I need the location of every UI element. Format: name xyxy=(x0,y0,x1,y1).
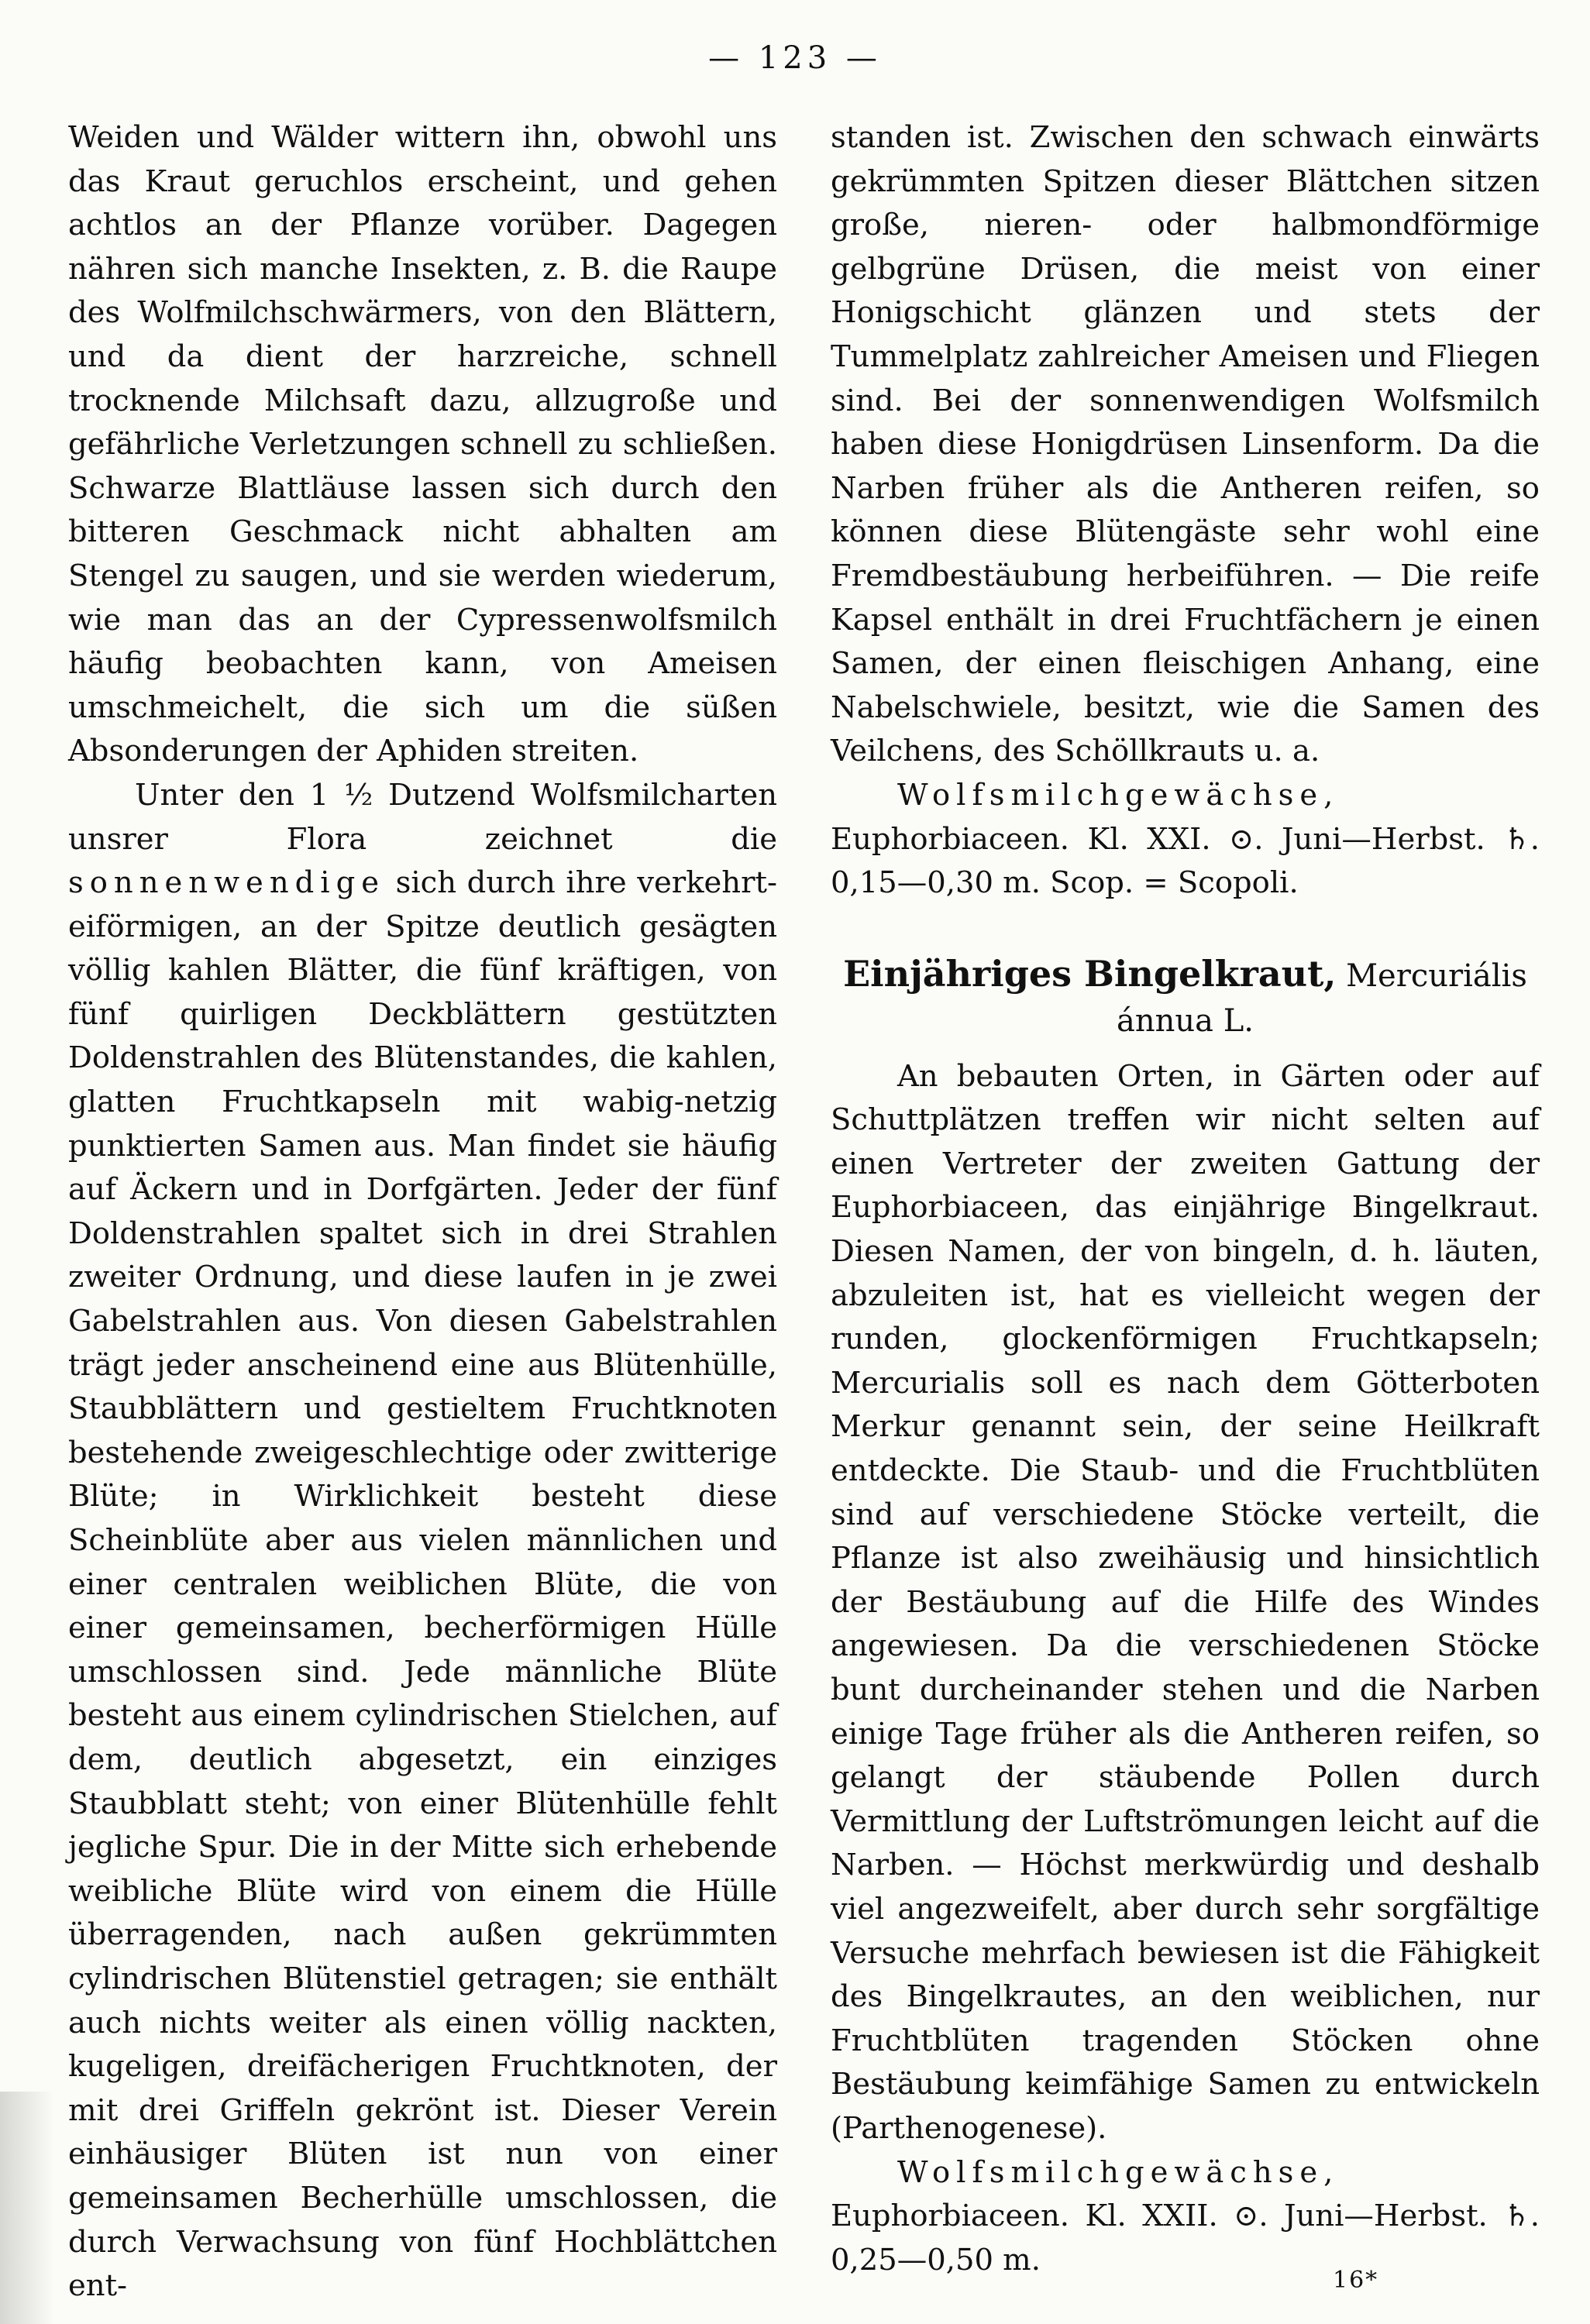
left-column xyxy=(68,116,777,2309)
family-note-1 xyxy=(831,774,1540,906)
spaced-term-sonnenwendige: sonnenwendige xyxy=(68,865,386,901)
scan-shadow xyxy=(0,2092,54,2324)
family-details-2: Euphorbiaceen. Kl. XXII. ⊙. Juni—Herbst. ♄. 0,25—0,50 m. xyxy=(831,2199,1540,2278)
right-paragraph-1: standen ist. Zwischen den schwach einwärts gekrümmten Spitzen dieser Blättchen sitzen große, nieren- oder halbmondförmige gelbgrüne Drüsen, die meist von einer Honigschicht glänzen und stets der Tummelplatz zahlreicher Ameisen und Fliegen sind. Bei der sonnenwendigen Wolfsmilch haben diese Honigdrüsen Linsenform. Da die Narben früher als die Antheren reifen, so können diese Blütengäste sehr wohl eine Fremdbestäubung herbeiführen. — Die reife Kapsel enthält in drei Fruchtfächern je einen Samen, der einen fleischigen Anhang, eine Nabelschwiele, besitzt, wie die Samen des Veilchens, des Schöllkrauts u. a. xyxy=(831,120,1540,769)
heading-latin: Mercuriális xyxy=(1336,957,1527,994)
signature-mark: 16* xyxy=(1333,2267,1379,2294)
heading-german: Einjähriges Bingelkraut, xyxy=(843,952,1337,995)
left-paragraph-1: Weiden und Wälder wittern ihn, obwohl uns das Kraut geruchlos erscheint, und gehen achtlos an der Pflanze vorüber. Dagegen nähren sich manche Insekten, z. B. die Raupe des Wolfmilchschwärmers, von den Blättern, und da dient der harzreiche, schnell trocknende Milchsaft dazu, allzugroße und gefährliche Verletzungen schnell zu schließen. Schwarze Blattläuse lassen sich durch den bitteren Geschmack nicht abhalten am Stengel zu saugen, und sie werden wiederum, wie man das an der Cypressenwolfsmilch häufig beobachten kann, von Ameisen umschmeichelt, die sich um die süßen Absonderungen der Aphiden streiten. xyxy=(68,120,777,769)
right-paragraph-2: An bebauten Orten, in Gärten oder auf Schuttplätzen treffen wir nicht selten auf einen Vertreter der zweiten Gattung der Euphorbiaceen, das einjährige Bingelkraut. Diesen Namen, der von bingeln, d. h. läuten, abzuleiten ist, hat es vielleicht wegen der runden, glockenförmigen Fruchtkapseln; Mercurialis soll es nach dem Götterboten Merkur genannt sein, der seine Heilkraft entdeckte. Die Staub- und die Fruchtblüten sind auf verschiedene Stöcke verteilt, die Pflanze ist also zweihäusig und hinsichtlich der Bestäubung auf die Hilfe des Windes angewiesen. Da die verschiedenen Stöcke bunt durcheinander stehen und die Narben einige Tage früher als die Antheren reifen, so gelangt der stäubende Pollen durch Vermittlung der Luftströmungen leicht auf die Narben. — Höchst merkwürdig und deshalb viel angezweifelt, aber durch sehr sorgfältige Versuche mehrfach bewiesen ist die Fähigkeit des Bingelkrautes, an den weiblichen, nur Fruchtblüten tragenden Stöcken ohne Bestäubung keimfähige Samen zu entwickeln (Parthenogenese). xyxy=(831,1058,1540,2146)
left-paragraph-2-rest: sich durch ihre verkehrt-eiförmigen, an der Spitze deutlich gesägten völlig kahlen Blätter, die fünf kräftigen, von fünf quirligen Deckblättern gestützten Doldenstrahlen des Blütenstandes, die kahlen, glatten Fruchtkapseln mit wabig-netzig punktierten Samen aus. Man findet sie häufig auf Äckern und in Dorfgärten. Jeder der fünf Doldenstrahlen spaltet sich in drei Strahlen zweiter Ordnung, und diese laufen in je zwei Gabelstrahlen aus. Von diesen Gabelstrahlen trägt jeder anscheinend eine aus Blütenhülle, Staubblättern und gestieltem Fruchtknoten bestehende zweigeschlechtige oder zwitterige Blüte; in Wirklichkeit besteht diese Scheinblüte aber aus vielen männlichen und einer centralen weiblichen Blüte, die von einer gemeinsamen, becherförmigen Hülle umschlossen sind. Jede männliche Blüte besteht aus einem cylindrischen Stielchen, auf dem, deutlich abgesetzt, ein einziges Staubblatt steht; von einer Blütenhülle fehlt jegliche Spur. Die in der Mitte sich erhebende weibliche Blüte wird von einem die Hülle überragenden, nach außen gekrümmten cylindrischen Blütenstiel getragen; sie enthält auch nichts weiter als einen völlig nackten, kugeligen, dreifächerigen Fruchtknoten, der mit drei Griffeln gekrönt ist. Dieser Verein einhäusiger Blüten ist nun von einer gemeinsamen Becherhülle umschlossen, die durch Verwachsung von fünf Hochblättchen ent- xyxy=(68,865,777,2304)
page-number: — 123 — xyxy=(708,40,882,76)
family-name-1: Wolfsmilchgewächse, xyxy=(897,777,1340,813)
heading-latin-line-2: ánnua L. xyxy=(1117,1002,1254,1039)
left-paragraph-2-start: Unter den 1 ½ Dutzend Wolfsmilcharten unsrer Flora zeichnet die xyxy=(68,777,777,857)
left-paragraph-2 xyxy=(68,774,777,2309)
section-heading xyxy=(831,951,1540,999)
family-name-2: Wolfsmilchgewächse, xyxy=(897,2154,1340,2190)
family-note-2 xyxy=(831,2151,1540,2283)
right-column xyxy=(831,116,1540,2282)
family-details-1: Euphorbiaceen. Kl. XXI. ⊙. Juni—Herbst. ♄. 0,15—0,30 m. Scop. = Scopoli. xyxy=(831,821,1540,901)
